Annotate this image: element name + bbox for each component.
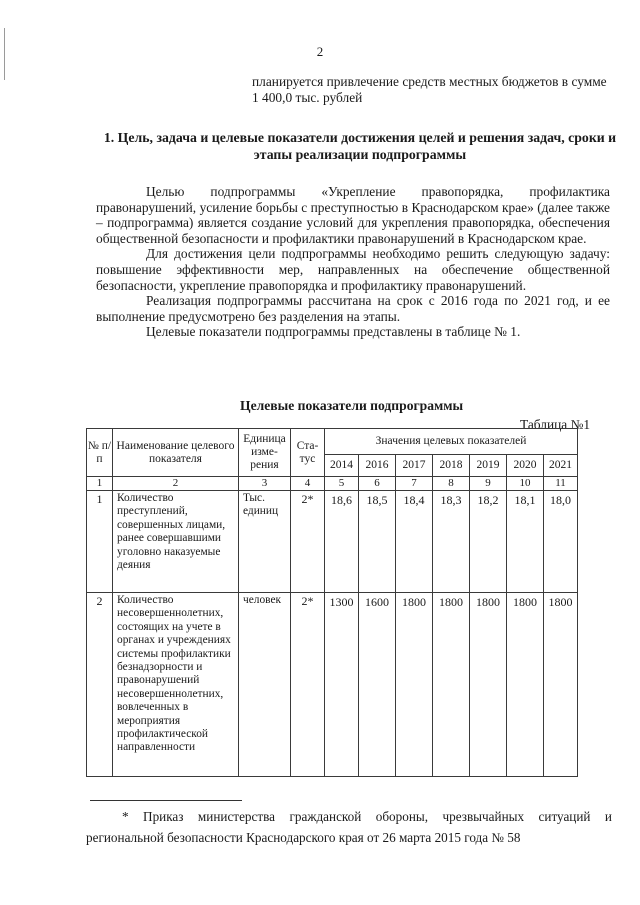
table-title: Целевые показатели подпрограммы: [240, 398, 464, 413]
header-year: 2014: [325, 455, 359, 477]
indicator-value: 1800: [507, 593, 544, 777]
header-name: Наименование целевого показателя: [113, 429, 239, 477]
header-values-group: Значения целевых показателей: [325, 429, 578, 455]
column-number: 4: [291, 477, 325, 491]
indicator-value: 1800: [396, 593, 433, 777]
indicator-value: 18,0: [544, 491, 578, 593]
column-number: 9: [470, 477, 507, 491]
body-text: [96, 184, 610, 340]
indicator-value: 1600: [359, 593, 396, 777]
indicator-value: 18,4: [396, 491, 433, 593]
paragraph: Целью подпрограммы «Укрепление правопорядка, профилактика правонарушений, усиление борьбы с преступностью в Краснодарском крае» (далее также – подпрограмма) является создание условий для укрепления правопорядка, обеспечения общественной безопасности и профилактики правонарушений в Краснодарском крае.: [96, 184, 610, 246]
indicator-status: 2*: [291, 491, 325, 593]
indicator-value: 1800: [470, 593, 507, 777]
footnote: * Приказ министерства гражданской обороны, чрезвычайных ситуаций и региональной безопасности Краснодарского края от 26 марта 2015 года № 58: [86, 809, 612, 845]
footnote-divider: [90, 800, 242, 801]
column-number: 5: [325, 477, 359, 491]
indicator-value: 18,6: [325, 491, 359, 593]
header-status: Ста-тус: [291, 429, 325, 477]
row-num: 1: [87, 491, 113, 593]
targets-table: [86, 428, 578, 777]
paragraph: Целевые показатели подпрограммы представлены в таблице № 1.: [146, 324, 521, 340]
column-number: 6: [359, 477, 396, 491]
table-row: [87, 593, 578, 777]
indicator-value: 1800: [433, 593, 470, 777]
header-year: 2016: [359, 455, 396, 477]
indicator-value: 18,3: [433, 491, 470, 593]
indicator-status: 2*: [291, 593, 325, 777]
indicator-value: 18,1: [507, 491, 544, 593]
header-year: 2018: [433, 455, 470, 477]
paragraph: Реализация подпрограммы рассчитана на срок с 2016 года по 2021 год, и ее выполнение предусмотрено без разделения на этапы.: [96, 293, 610, 324]
header-year: 2019: [470, 455, 507, 477]
column-number: 1: [87, 477, 113, 491]
indicator-value: 18,5: [359, 491, 396, 593]
column-numbers-row: [87, 477, 578, 491]
table-label: Таблица №1: [520, 417, 591, 432]
indicator-value: 1300: [325, 593, 359, 777]
header-num: № п/п: [87, 429, 113, 477]
indicator-value: 1800: [544, 593, 578, 777]
column-number: 3: [239, 477, 291, 491]
indicator-unit: человек: [239, 593, 291, 777]
continuation-text: планируется привлечение средств местных бюджетов в сумме 1 400,0 тыс. рублей: [252, 74, 607, 105]
paragraph: Для достижения цели подпрограммы необходимо решить следующую задачу: повышение эффективности мер, направленных на обеспечение общественной безопасности, укрепление правопорядка и профилактику правонарушений.: [96, 246, 610, 293]
indicator-value: 18,2: [470, 491, 507, 593]
row-num: 2: [87, 593, 113, 777]
section-title: 1. Цель, задача и целевые показатели достижения целей и решения задач, сроки и этапы реализации подпрограммы: [103, 130, 617, 162]
column-number: 8: [433, 477, 470, 491]
page-number: 2: [316, 44, 324, 59]
column-number: 2: [113, 477, 239, 491]
indicator-name: Количество несовершеннолетних, состоящих на учете в органах и учреждениях системы профилактики безнадзорности и правонарушений несовершеннолетних, вовлеченных в мероприятия профилактической направленности: [113, 593, 239, 777]
column-number: 7: [396, 477, 433, 491]
header-year: 2017: [396, 455, 433, 477]
indicator-name: Количество преступлений, совершенных лицами, ранее совершавшими уголовно наказуемые деяния: [113, 491, 239, 593]
header-year: 2020: [507, 455, 544, 477]
indicator-unit: Тыс. единиц: [239, 491, 291, 593]
header-year: 2021: [544, 455, 578, 477]
column-number: 10: [507, 477, 544, 491]
header-unit: Единица изме-рения: [239, 429, 291, 477]
table-row: [87, 491, 578, 593]
column-number: 11: [544, 477, 578, 491]
